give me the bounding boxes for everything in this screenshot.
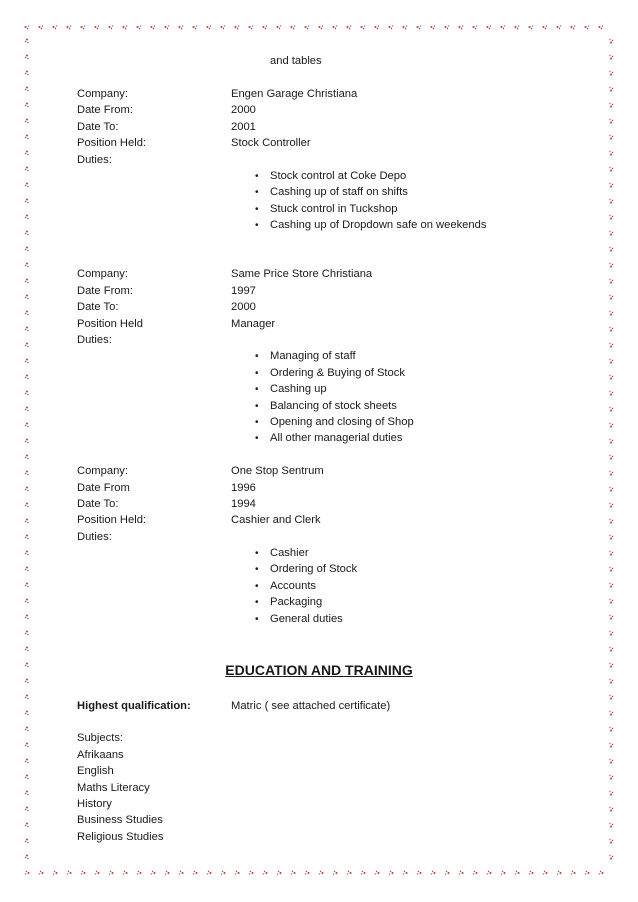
border-motif [431, 25, 436, 29]
border-motif [609, 343, 613, 348]
border-motif [25, 583, 29, 588]
border-motif [609, 631, 613, 636]
border-motif [515, 25, 520, 29]
border-motif [375, 25, 380, 29]
border-motif [235, 25, 240, 29]
border-motif [25, 71, 29, 76]
border-motif [609, 215, 613, 220]
border-motif [473, 871, 478, 875]
duties-label: Duties: [77, 334, 112, 346]
bullet-icon: • [255, 384, 259, 395]
border-motif [609, 535, 613, 540]
border-motif [609, 151, 613, 156]
duties-label: Duties: [77, 154, 112, 166]
border-motif [543, 25, 548, 29]
border-motif [557, 25, 562, 29]
border-motif [25, 263, 29, 268]
border-motif [25, 87, 29, 92]
bullet-icon: • [255, 351, 259, 362]
duty-item: • All other managerial duties [255, 430, 402, 447]
border-motif [249, 25, 254, 29]
duty-item: • Cashing up of staff on shifts [255, 184, 408, 201]
border-motif [25, 359, 29, 364]
border-motif [609, 375, 613, 380]
duty-item: • Balancing of stock sheets [255, 398, 397, 415]
border-motif [25, 231, 29, 236]
border-motif [585, 871, 590, 875]
border-motif [403, 871, 408, 875]
border-motif [599, 25, 604, 29]
duty-item: • Managing of staff [255, 348, 356, 365]
position-value: Manager [231, 318, 276, 330]
border-motif [571, 871, 576, 875]
border-motif [179, 871, 184, 875]
duty-item: • Packaging [255, 594, 322, 611]
border-motif [417, 871, 422, 875]
border-motif [609, 167, 613, 172]
border-motif [179, 25, 184, 29]
company-value: Engen Garage Christiana [231, 88, 358, 100]
border-motif [609, 327, 613, 332]
border-motif [609, 247, 613, 252]
date-from-value: 1997 [231, 285, 256, 297]
qualification-label: Highest qualification: [77, 700, 191, 712]
border-motif [609, 567, 613, 572]
border-motif [543, 871, 548, 875]
border-motif [609, 807, 613, 812]
border-motif [25, 455, 29, 460]
border-motif [277, 871, 282, 875]
border-motif [403, 25, 408, 29]
border-motif [609, 279, 613, 284]
border-motif [609, 551, 613, 556]
duty-item: • Accounts [255, 578, 316, 595]
border-motif [81, 871, 86, 875]
border-motif [25, 567, 29, 572]
border-motif [609, 471, 613, 476]
position-label: Position Held: [77, 137, 147, 149]
border-motif [25, 535, 29, 540]
border-motif [473, 25, 478, 29]
border-motif [263, 25, 268, 29]
bullet-icon: • [255, 368, 259, 379]
date-to-label: Date To: [77, 301, 119, 313]
border-motif [207, 25, 212, 29]
border-motif [165, 871, 170, 875]
company-label: Company: [77, 268, 128, 280]
border-motif [137, 25, 142, 29]
border-motif [375, 871, 380, 875]
border-motif [25, 103, 29, 108]
border-motif [25, 311, 29, 316]
date-from-label: Date From: [77, 285, 133, 297]
subject-item: History [77, 798, 112, 810]
border-motif [347, 25, 352, 29]
border-motif [487, 25, 492, 29]
border-motif [319, 871, 324, 875]
duty-item: • Cashier [255, 545, 309, 562]
bullet-icon: • [255, 614, 259, 625]
border-motif [25, 295, 29, 300]
qualification-value: Matric ( see attached certificate) [231, 700, 391, 712]
border-motif [501, 871, 506, 875]
duty-item: • Ordering of Stock [255, 561, 357, 578]
border-motif [609, 727, 613, 732]
border-motif [291, 25, 296, 29]
position-value: Cashier and Clerk [231, 514, 321, 526]
border-motif [25, 711, 29, 716]
bullet-icon: • [255, 204, 259, 215]
bullet-icon: • [255, 220, 259, 231]
border-motif [25, 759, 29, 764]
border-motif [25, 679, 29, 684]
bullet-icon: • [255, 433, 259, 444]
position-value: Stock Controller [231, 137, 311, 149]
border-motif [609, 455, 613, 460]
border-motif [609, 87, 613, 92]
border-motif [25, 647, 29, 652]
border-motif [609, 39, 613, 44]
border-motif [291, 871, 296, 875]
border-motif [609, 759, 613, 764]
border-motif [609, 839, 613, 844]
duty-item: • Cashing up [255, 381, 327, 398]
border-motif [609, 599, 613, 604]
border-motif [25, 391, 29, 396]
border-motif [53, 25, 58, 29]
duty-item: • Opening and closing of Shop [255, 414, 414, 431]
education-heading: EDUCATION AND TRAINING [225, 662, 413, 678]
border-motif [571, 25, 576, 29]
date-to-value: 2001 [231, 121, 256, 133]
bullet-icon: • [255, 187, 259, 198]
border-motif [459, 871, 464, 875]
border-motif [165, 25, 170, 29]
border-motif [25, 119, 29, 124]
date-from-value: 2000 [231, 104, 256, 116]
bullet-icon: • [255, 401, 259, 412]
border-motif [25, 327, 29, 332]
border-motif [609, 583, 613, 588]
border-motif [25, 615, 29, 620]
company-label: Company: [77, 465, 128, 477]
border-motif [609, 135, 613, 140]
border-motif [515, 871, 520, 875]
border-motif [445, 871, 450, 875]
border-motif [609, 71, 613, 76]
border-motif [501, 25, 506, 29]
border-motif [417, 25, 422, 29]
border-motif [25, 55, 29, 60]
border-motif [609, 119, 613, 124]
border-motif [609, 519, 613, 524]
border-motif [207, 871, 212, 875]
border-motif [529, 25, 534, 29]
border-motif [221, 25, 226, 29]
border-motif [25, 503, 29, 508]
date-to-label: Date To: [77, 498, 119, 510]
border-motif [25, 375, 29, 380]
border-motif [25, 135, 29, 140]
border-motif [347, 871, 352, 875]
border-motif [361, 25, 366, 29]
border-motif [53, 871, 58, 875]
date-from-value: 1996 [231, 482, 256, 494]
date-from-label: Date From: [77, 104, 133, 116]
date-to-value: 1994 [231, 498, 256, 510]
border-motif [609, 775, 613, 780]
duty-item: • General duties [255, 611, 343, 628]
border-motif [67, 871, 72, 875]
subject-item: Afrikaans [77, 749, 124, 761]
border-motif [25, 855, 29, 860]
border-motif [25, 471, 29, 476]
border-motif [609, 295, 613, 300]
subject-item: Business Studies [77, 814, 163, 826]
border-motif [319, 25, 324, 29]
border-motif [25, 695, 29, 700]
border-motif [609, 391, 613, 396]
border-motif [25, 423, 29, 428]
border-motif [123, 25, 128, 29]
border-motif [609, 103, 613, 108]
duty-item: • Stock control at Coke Depo [255, 168, 406, 185]
duties-label: Duties: [77, 531, 112, 543]
subject-item: English [77, 765, 114, 777]
border-motif [249, 871, 254, 875]
border-motif [609, 263, 613, 268]
border-motif [585, 25, 590, 29]
border-motif [609, 695, 613, 700]
subject-item: Maths Literacy [77, 782, 150, 794]
border-motif [193, 871, 198, 875]
border-motif [609, 743, 613, 748]
border-motif [25, 183, 29, 188]
border-motif [305, 25, 310, 29]
bullet-icon: • [255, 548, 259, 559]
border-motif [333, 871, 338, 875]
border-motif [609, 823, 613, 828]
bullet-icon: • [255, 597, 259, 608]
border-motif [361, 871, 366, 875]
border-motif [609, 359, 613, 364]
border-motif [609, 711, 613, 716]
border-motif [25, 631, 29, 636]
border-motif [609, 791, 613, 796]
border-motif [609, 647, 613, 652]
bullet-icon: • [255, 564, 259, 575]
border-motif [25, 407, 29, 412]
border-motif [25, 871, 30, 875]
border-motif [25, 599, 29, 604]
company-label: Company: [77, 88, 128, 100]
border-motif [305, 871, 310, 875]
border-motif [137, 871, 142, 875]
subject-item: Religious Studies [77, 831, 164, 843]
position-label: Position Held [77, 318, 143, 330]
border-motif [609, 423, 613, 428]
border-motif [123, 871, 128, 875]
border-motif [25, 25, 30, 29]
border-motif [109, 25, 114, 29]
border-motif [609, 199, 613, 204]
border-motif [25, 167, 29, 172]
border-motif [599, 871, 604, 875]
border-motif [25, 247, 29, 252]
border-motif [445, 25, 450, 29]
date-from-label: Date From [77, 482, 130, 494]
bullet-icon: • [255, 417, 259, 428]
border-motif [609, 855, 613, 860]
duty-item: • Stuck control in Tuckshop [255, 201, 397, 218]
border-motif [95, 871, 100, 875]
border-motif [25, 39, 29, 44]
border-motif [609, 183, 613, 188]
date-to-label: Date To: [77, 121, 119, 133]
border-motif [193, 25, 198, 29]
border-motif [25, 439, 29, 444]
border-motif [431, 871, 436, 875]
border-motif [25, 807, 29, 812]
company-value: Same Price Store Christiana [231, 268, 373, 280]
intro-fragment: and tables [270, 55, 322, 67]
border-motif [221, 871, 226, 875]
company-value: One Stop Sentrum [231, 465, 324, 477]
border-motif [25, 343, 29, 348]
border-motif [389, 871, 394, 875]
border-motif [25, 279, 29, 284]
border-motif [95, 25, 100, 29]
position-label: Position Held: [77, 514, 147, 526]
border-motif [25, 743, 29, 748]
border-motif [277, 25, 282, 29]
bullet-icon: • [255, 581, 259, 592]
border-motif [25, 199, 29, 204]
border-motif [39, 871, 44, 875]
border-motif [459, 25, 464, 29]
border-motif [609, 679, 613, 684]
border-motif [151, 25, 156, 29]
border-motif [487, 871, 492, 875]
border-motif [333, 25, 338, 29]
border-motif [609, 503, 613, 508]
border-motif [609, 615, 613, 620]
border-motif [25, 839, 29, 844]
border-motif [25, 487, 29, 492]
border-motif [263, 871, 268, 875]
border-motif [151, 871, 156, 875]
border-motif [557, 871, 562, 875]
border-motif [25, 791, 29, 796]
border-motif [25, 775, 29, 780]
border-motif [25, 551, 29, 556]
border-motif [609, 487, 613, 492]
border-motif [67, 25, 72, 29]
border-motif [81, 25, 86, 29]
border-motif [609, 439, 613, 444]
date-to-value: 2000 [231, 301, 256, 313]
border-motif [25, 215, 29, 220]
border-motif [609, 311, 613, 316]
border-motif [609, 55, 613, 60]
border-motif [25, 823, 29, 828]
border-motif [609, 407, 613, 412]
bullet-icon: • [255, 171, 259, 182]
border-motif [389, 25, 394, 29]
subjects-label: Subjects: [77, 732, 124, 744]
border-motif [529, 871, 534, 875]
border-motif [39, 25, 44, 29]
border-motif [25, 519, 29, 524]
border-motif [235, 871, 240, 875]
border-motif [109, 871, 114, 875]
border-motif [25, 727, 29, 732]
border-motif [609, 231, 613, 236]
duty-item: • Ordering & Buying of Stock [255, 365, 405, 382]
border-motif [25, 151, 29, 156]
duty-item: • Cashing up of Dropdown safe on weekends [255, 217, 486, 234]
